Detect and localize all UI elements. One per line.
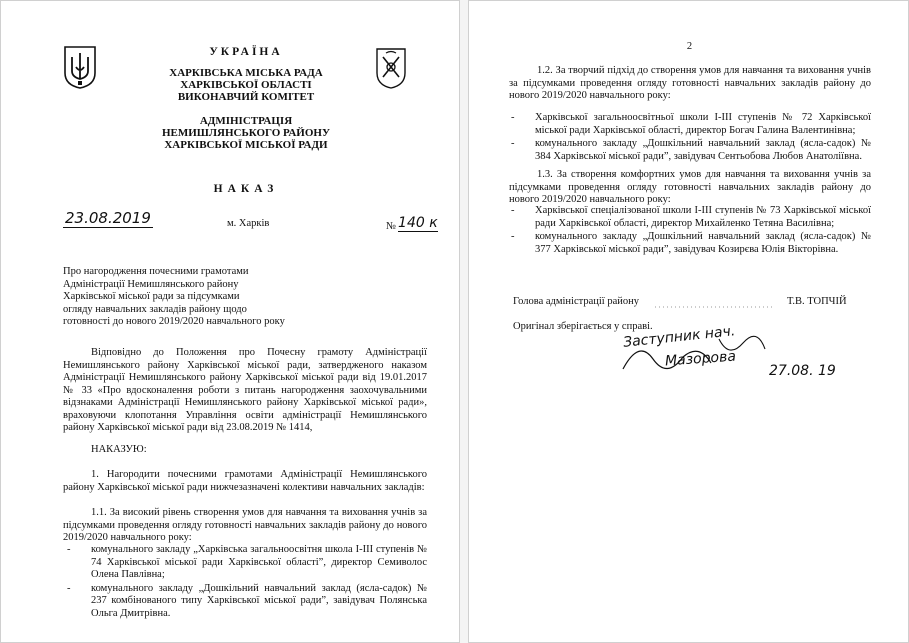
original-note: Оригінал зберігається у справі. <box>513 321 653 332</box>
order-number <box>386 215 438 232</box>
handwritten-signature-icon <box>619 329 769 379</box>
list-item: - комунального закладу „Дошкільний навчальний заклад (ясла-садок) № 377 Харківської міської ради”, завідувач Козирєва Юлія Вікторівна. <box>511 231 871 255</box>
subject-line: огляду навчальних закладів району щодо <box>63 303 247 315</box>
subject-line: Харківської міської ради за підсумками <box>63 291 240 302</box>
order-city: м. Харків <box>227 218 270 229</box>
list-item-text: Харківської спеціалізованої школи І-ІІІ ступенів № 73 Харківської міської ради Харківської області, директор Михайленко Тетяна Василівна; <box>535 205 871 229</box>
document-page-2 <box>468 0 909 643</box>
subject-line: Про нагородження почесними грамотами <box>63 266 249 277</box>
page-number: 2 <box>686 41 693 52</box>
header-council <box>141 67 351 103</box>
list-item-text: Харківської загальноосвітньої школи І-ІІІ ступенів № 72 Харківської міської ради Харківської області, директор Богач Галина Валентинівна; <box>535 112 871 136</box>
header-country: УКРАЇНА <box>209 46 283 58</box>
header-administration <box>141 115 351 151</box>
point-1-1-paragraph: 1.1. За високий рівень створення умов для навчання та виховання учнів за підсумками проведення огляду готовності навчальних закладів району до нового 2019/2020 навчального року: <box>63 507 427 543</box>
subject-line: Адміністрації Немишлянського району <box>63 278 239 290</box>
subject-line: готовності до нового 2019/2020 навчального року <box>63 316 285 327</box>
preamble-paragraph: Відповідно до Положення про Почесну грамоту Адміністрації Немишлянського району Харківської міської ради, затвердженого наказом Адміністрації Немишлянського району Харківської міської ради від 19.01.2017 № 33 «Про вдосконалення роботи з питань нагородження заохочувальними відзнаками Адміністрації Немишлянського району Харківської міської ради», враховуючи клопотання Управління освіти адміністрації Немишлянського району Харківської міської ради від 23.08.2019 № 1414, <box>63 347 427 433</box>
point-1-3-paragraph: 1.3. За створення комфортних умов для навчання та виховання учнів за підсумками проведення огляду готовності навчальних закладів району до нового 2019/2020 навчального року: <box>509 169 871 205</box>
order-title: НАКАЗ <box>213 183 279 195</box>
handwritten-date-note: 27.08. 19 <box>769 363 836 379</box>
list-item: - комунального закладу „Дошкільний навчальний заклад (ясла-садок) № 384 Харківської міської ради”, завідувач Сентьобова Любов Анатоліївна. <box>511 138 871 162</box>
header-council-line: ХАРКІВСЬКА МІСЬКА РАДА <box>169 67 323 79</box>
kharkiv-coat-of-arms-icon <box>375 47 407 89</box>
point-1-3-list <box>511 205 871 256</box>
header-council-line: ХАРКІВСЬКОЇ ОБЛАСТІ <box>180 79 312 91</box>
list-item-text: комунального закладу „Дошкільний навчальний заклад (ясла-садок) № 377 Харківської міської ради”, завідувач Козирєва Юлія Вікторівна. <box>535 231 871 255</box>
trident-emblem-icon <box>63 45 97 89</box>
list-item-text: комунального закладу „Дошкільний навчальний заклад (ясла-садок) № 384 Харківської міської ради”, завідувач Сентьобова Любов Анатоліївна. <box>535 138 871 162</box>
list-item-text: комунального закладу „Харківська загальноосвітня школа І-ІІІ ступенів № 74 Харківської міської ради Харківської області”, директор Семиволос Олена Павлівна; <box>91 544 427 580</box>
list-item: - Харківської загальноосвітньої школи І-ІІІ ступенів № 72 Харківської міської ради Харківської області, директор Богач Галина Валентинівна; <box>511 112 871 136</box>
order-number-handwritten: 140 к <box>398 215 438 231</box>
order-word: НАКАЗУЮ: <box>91 444 147 455</box>
list-item: - комунального закладу „Харківська загальноосвітня школа І-ІІІ ступенів № 74 Харківської міської ради Харківської області”, директор Семиволос Олена Павлівна; <box>67 544 427 580</box>
point-1-2-list <box>511 112 871 163</box>
header-admin-line: АДМІНІСТРАЦІЯ <box>199 115 293 127</box>
signature-name: Т.В. ТОПЧІЙ <box>787 296 847 307</box>
handwritten-position-note: Заступник нач. <box>622 323 736 351</box>
point-1-paragraph: 1. Нагородити почесними грамотами Адміністрації Немишлянського району Харківської міської ради нижчезазначені колективи навчальних закладів: <box>63 469 427 493</box>
list-item-text: комунального закладу „Дошкільний навчальний заклад (ясла-садок) № 237 комбінованого типу Харківської міської ради”, завідувач Полянська Ольга Дмитрівна. <box>91 582 427 619</box>
signature-title: Голова адміністрації району <box>513 296 639 307</box>
header-admin-line: НЕМИШЛЯНСЬКОГО РАЙОНУ <box>161 127 331 139</box>
order-subject <box>63 266 363 329</box>
point-1-2-paragraph: 1.2. За творчий підхід до створення умов для навчання та виховання учнів за підсумками проведення огляду готовності навчальних закладів району до нового 2019/2020 навчального року: <box>509 65 871 101</box>
dotted-signature-line-icon <box>655 297 775 309</box>
list-item: - комунального закладу „Дошкільний навчальний заклад (ясла-садок) № 237 комбінованого типу Харківської міської ради”, завідувач Полянська Ольга Дмитрівна. <box>67 582 427 619</box>
header-admin-line: ХАРКІВСЬКОЇ МІСЬКОЇ РАДИ <box>164 139 328 151</box>
handwritten-name-note: Мазорова <box>664 348 737 370</box>
order-number-prefix: № <box>386 221 397 232</box>
list-item: - Харківської спеціалізованої школи І-ІІІ ступенів № 73 Харківської міської ради Харківської області, директор Михайленко Тетяна Василівна; <box>511 205 871 229</box>
order-date-handwritten: 23.08.2019 <box>65 209 151 227</box>
header-council-line: ВИКОНАВЧИЙ КОМІТЕТ <box>177 91 315 103</box>
point-1-1-list <box>67 544 427 620</box>
